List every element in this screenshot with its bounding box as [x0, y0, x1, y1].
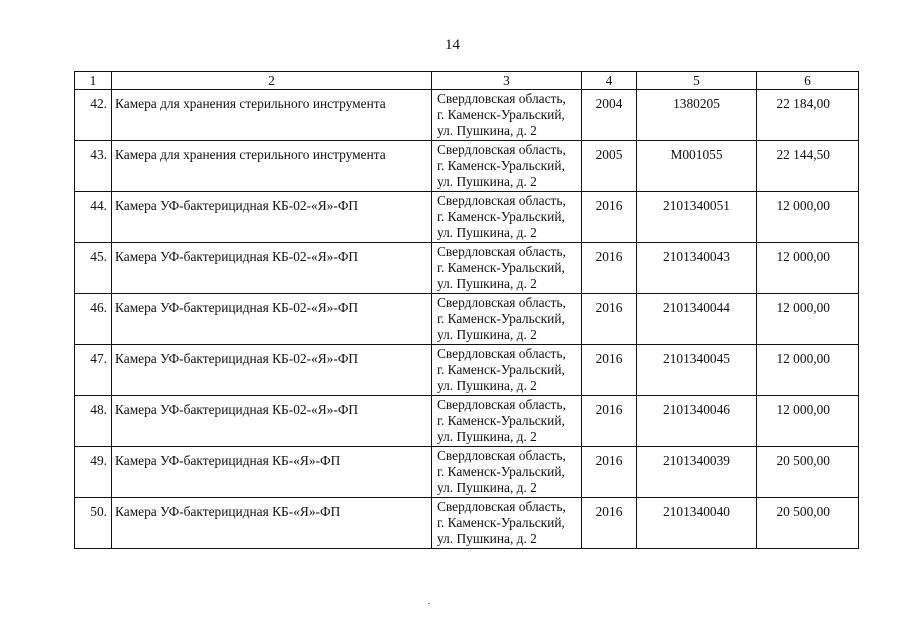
year-cell: 2016 — [582, 396, 637, 447]
address-cell — [432, 345, 582, 396]
address-line: г. Каменск-Уральский, — [437, 413, 565, 428]
year-cell: 2016 — [582, 345, 637, 396]
inventory-number-cell: 2101340044 — [637, 294, 757, 345]
address-cell — [432, 396, 582, 447]
item-name-cell: Камера УФ-бактерицидная КБ-02-«Я»-ФП — [112, 192, 432, 243]
row-number-cell: 48. — [75, 396, 112, 447]
page-number: 14 — [445, 37, 460, 53]
cost-cell: 12 000,00 — [757, 243, 859, 294]
address-cell — [432, 294, 582, 345]
inventory-number-cell: 2101340045 — [637, 345, 757, 396]
row-number-cell: 49. — [75, 447, 112, 498]
year-cell: 2004 — [582, 90, 637, 141]
item-name-cell: Камера для хранения стерильного инструмента — [112, 90, 432, 141]
address-line: ул. Пушкина, д. 2 — [437, 174, 537, 189]
inventory-number-cell: 1380205 — [637, 90, 757, 141]
address-line: Свердловская область, — [437, 448, 566, 463]
row-number-cell: 47. — [75, 345, 112, 396]
table-row — [75, 192, 859, 243]
address-line: г. Каменск-Уральский, — [437, 464, 565, 479]
address-line: г. Каменск-Уральский, — [437, 260, 565, 275]
address-line: ул. Пушкина, д. 2 — [437, 225, 537, 240]
address-line: Свердловская область, — [437, 244, 566, 259]
address-cell — [432, 243, 582, 294]
address-line: г. Каменск-Уральский, — [437, 362, 565, 377]
item-name-cell: Камера УФ-бактерицидная КБ-02-«Я»-ФП — [112, 345, 432, 396]
cost-cell: 20 500,00 — [757, 498, 859, 549]
address-line: Свердловская область, — [437, 295, 566, 310]
address-line: г. Каменск-Уральский, — [437, 515, 565, 530]
address-cell — [432, 192, 582, 243]
year-cell: 2005 — [582, 141, 637, 192]
cost-cell: 20 500,00 — [757, 447, 859, 498]
table-row — [75, 141, 859, 192]
address-cell — [432, 498, 582, 549]
row-number-cell: 50. — [75, 498, 112, 549]
address-line: Свердловская область, — [437, 142, 566, 157]
inventory-number-cell: M001055 — [637, 141, 757, 192]
address-line: Свердловская область, — [437, 397, 566, 412]
table-row — [75, 498, 859, 549]
address-line: ул. Пушкина, д. 2 — [437, 123, 537, 138]
cost-cell: 12 000,00 — [757, 345, 859, 396]
item-name-cell: Камера УФ-бактерицидная КБ-02-«Я»-ФП — [112, 294, 432, 345]
inventory-number-cell: 2101340040 — [637, 498, 757, 549]
address-line: Свердловская область, — [437, 499, 566, 514]
address-cell — [432, 90, 582, 141]
table-body — [75, 90, 859, 549]
header-col-4: 4 — [582, 72, 637, 90]
address-line: г. Каменск-Уральский, — [437, 107, 565, 122]
address-cell — [432, 447, 582, 498]
year-cell: 2016 — [582, 294, 637, 345]
address-line: ул. Пушкина, д. 2 — [437, 480, 537, 495]
table-header — [75, 72, 859, 90]
row-number-cell: 46. — [75, 294, 112, 345]
item-name-cell: Камера УФ-бактерицидная КБ-02-«Я»-ФП — [112, 396, 432, 447]
address-line: ул. Пушкина, д. 2 — [437, 531, 537, 546]
address-line: ул. Пушкина, д. 2 — [437, 327, 537, 342]
table-row — [75, 243, 859, 294]
year-cell: 2016 — [582, 447, 637, 498]
header-col-3: 3 — [432, 72, 582, 90]
header-col-1: 1 — [75, 72, 112, 90]
header-col-2: 2 — [112, 72, 432, 90]
item-name-cell: Камера УФ-бактерицидная КБ-«Я»-ФП — [112, 447, 432, 498]
year-cell: 2016 — [582, 243, 637, 294]
table-row — [75, 396, 859, 447]
item-name-cell: Камера УФ-бактерицидная КБ-«Я»-ФП — [112, 498, 432, 549]
address-line: Свердловская область, — [437, 346, 566, 361]
inventory-number-cell: 2101340046 — [637, 396, 757, 447]
header-row — [75, 72, 859, 90]
table-row — [75, 294, 859, 345]
item-name-cell: Камера УФ-бактерицидная КБ-02-«Я»-ФП — [112, 243, 432, 294]
year-cell: 2016 — [582, 192, 637, 243]
item-name-cell: Камера для хранения стерильного инструмента — [112, 141, 432, 192]
inventory-number-cell: 2101340051 — [637, 192, 757, 243]
year-cell: 2016 — [582, 498, 637, 549]
address-line: г. Каменск-Уральский, — [437, 209, 565, 224]
cost-cell: 22 184,00 — [757, 90, 859, 141]
scan-speck — [428, 603, 430, 604]
address-cell — [432, 141, 582, 192]
cost-cell: 12 000,00 — [757, 294, 859, 345]
property-register-table — [74, 71, 859, 549]
address-line: г. Каменск-Уральский, — [437, 158, 565, 173]
header-col-5: 5 — [637, 72, 757, 90]
row-number-cell: 45. — [75, 243, 112, 294]
row-number-cell: 43. — [75, 141, 112, 192]
row-number-cell: 42. — [75, 90, 112, 141]
cost-cell: 12 000,00 — [757, 192, 859, 243]
table-row — [75, 447, 859, 498]
table-row — [75, 345, 859, 396]
table-row — [75, 90, 859, 141]
cost-cell: 22 144,50 — [757, 141, 859, 192]
address-line: ул. Пушкина, д. 2 — [437, 378, 537, 393]
address-line: Свердловская область, — [437, 91, 566, 106]
header-col-6: 6 — [757, 72, 859, 90]
inventory-number-cell: 2101340039 — [637, 447, 757, 498]
cost-cell: 12 000,00 — [757, 396, 859, 447]
row-number-cell: 44. — [75, 192, 112, 243]
address-line: ул. Пушкина, д. 2 — [437, 429, 537, 444]
inventory-number-cell: 2101340043 — [637, 243, 757, 294]
address-line: г. Каменск-Уральский, — [437, 311, 565, 326]
address-line: ул. Пушкина, д. 2 — [437, 276, 537, 291]
address-line: Свердловская область, — [437, 193, 566, 208]
